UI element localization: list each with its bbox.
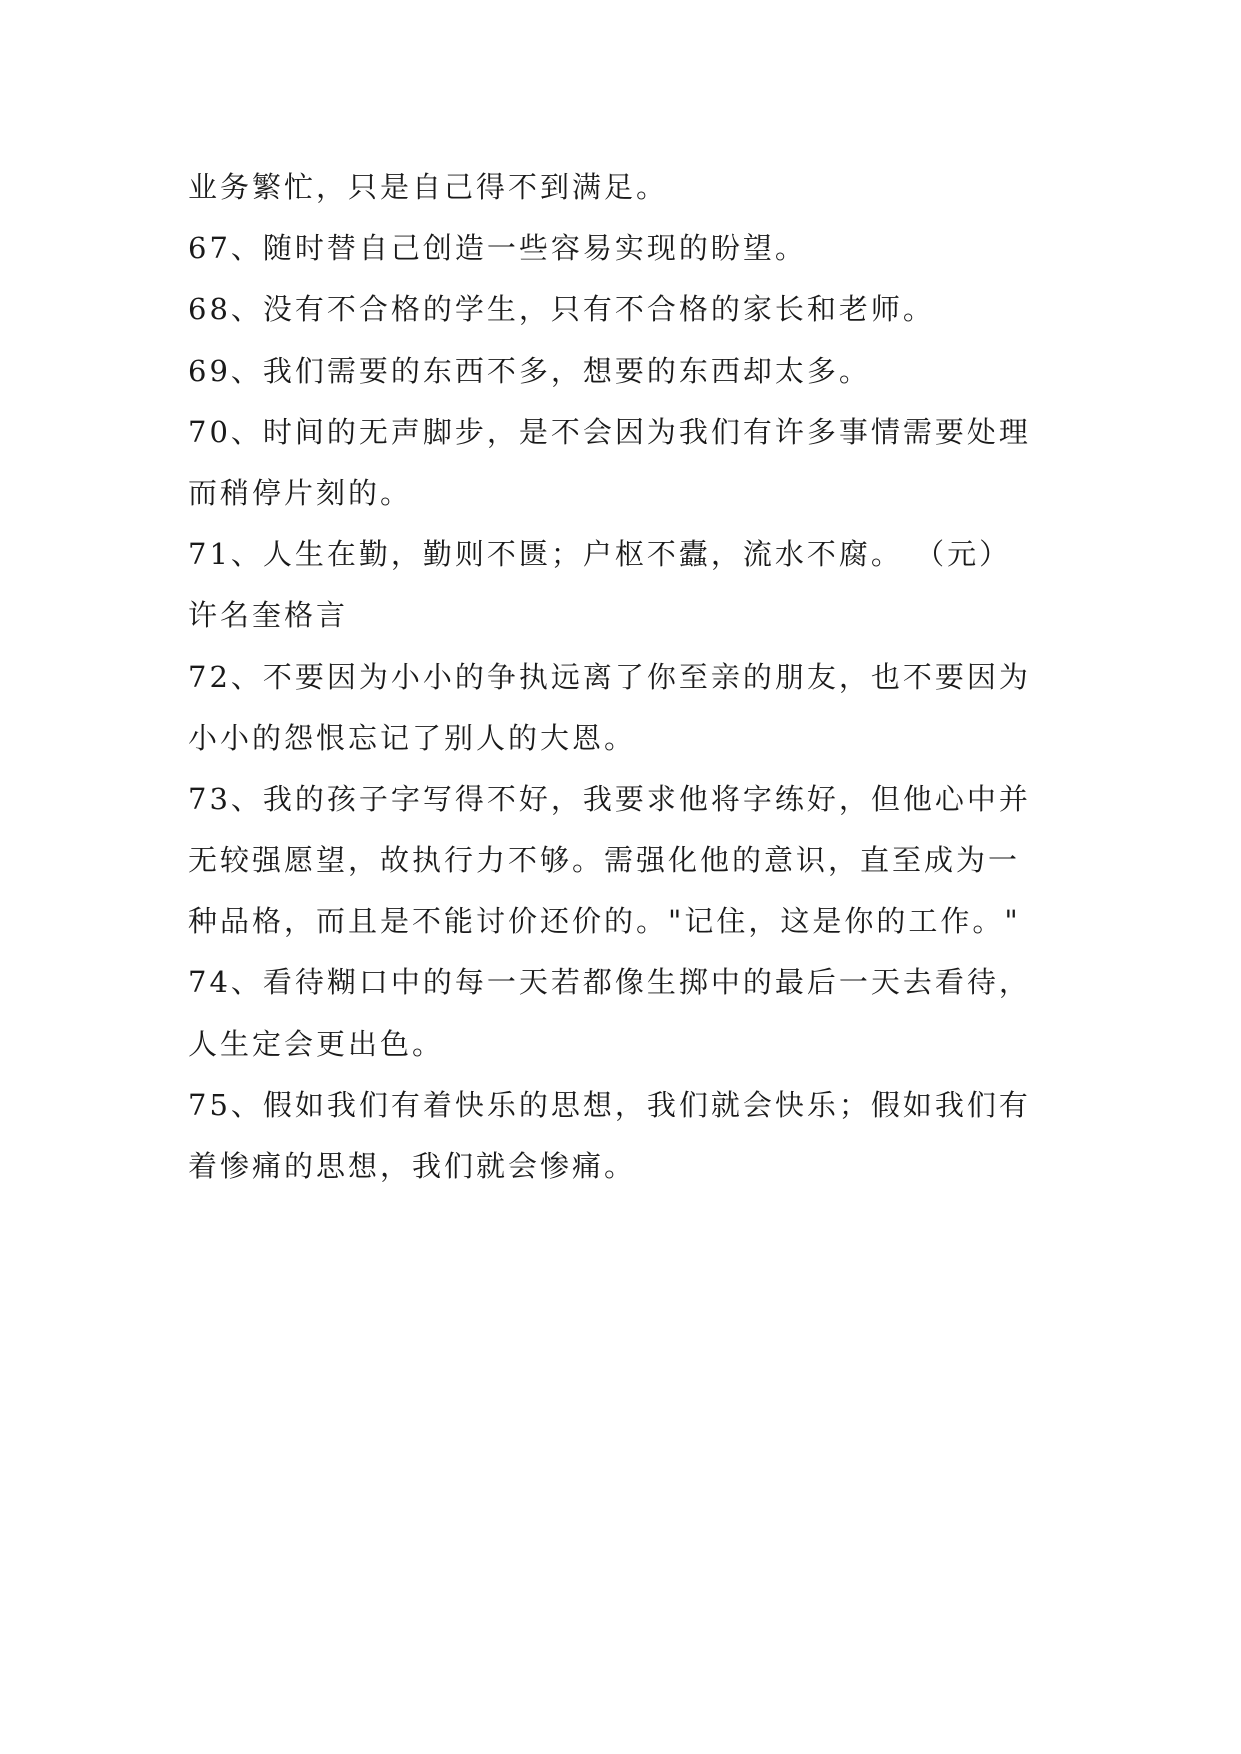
text-line: 67、随时替自己创造一些容易实现的盼望。 <box>188 231 807 266</box>
text-line: 业务繁忙，只是自己得不到满足。 <box>188 170 669 204</box>
text-line: 75、假如我们有着快乐的思想，我们就会快乐；假如我们有 <box>188 1087 1031 1122</box>
text-line: 73、我的孩子字写得不好，我要求他将字练好，但他心中并 <box>188 781 1031 816</box>
text-line: 72、不要因为小小的争执远离了你至亲的朋友，也不要因为 <box>188 659 1031 694</box>
text-line: 70、时间的无声脚步，是不会因为我们有许多事情需要处理 <box>188 414 1031 449</box>
text-line: 人生定会更出色。 <box>188 1026 445 1061</box>
text-line: 许名奎格言 <box>188 598 349 633</box>
text-line: 无较强愿望，故执行力不够。需强化他的意识，直至成为一 <box>188 843 1021 878</box>
text-line: 71、人生在勤，勤则不匮；户枢不蠹，流水不腐。 （元） <box>188 537 1012 572</box>
text-line: 69、我们需要的东西不多，想要的东西却太多。 <box>188 353 871 388</box>
text-line: 而稍停片刻的。 <box>188 475 413 510</box>
text-line: 小小的怨恨忘记了别人的大恩。 <box>188 720 637 755</box>
text-line: 68、没有不合格的学生，只有不合格的家长和老师。 <box>188 292 935 327</box>
text-line: 74、看待糊口中的每一天若都像生掷中的最后一天去看待， <box>188 965 1031 1000</box>
text-line: 种品格，而且是不能讨价还价的。"记住，这是你的工作。" <box>188 904 1021 939</box>
body-text <box>188 157 1068 1197</box>
text-line: 着惨痛的思想，我们就会惨痛。 <box>188 1149 637 1183</box>
